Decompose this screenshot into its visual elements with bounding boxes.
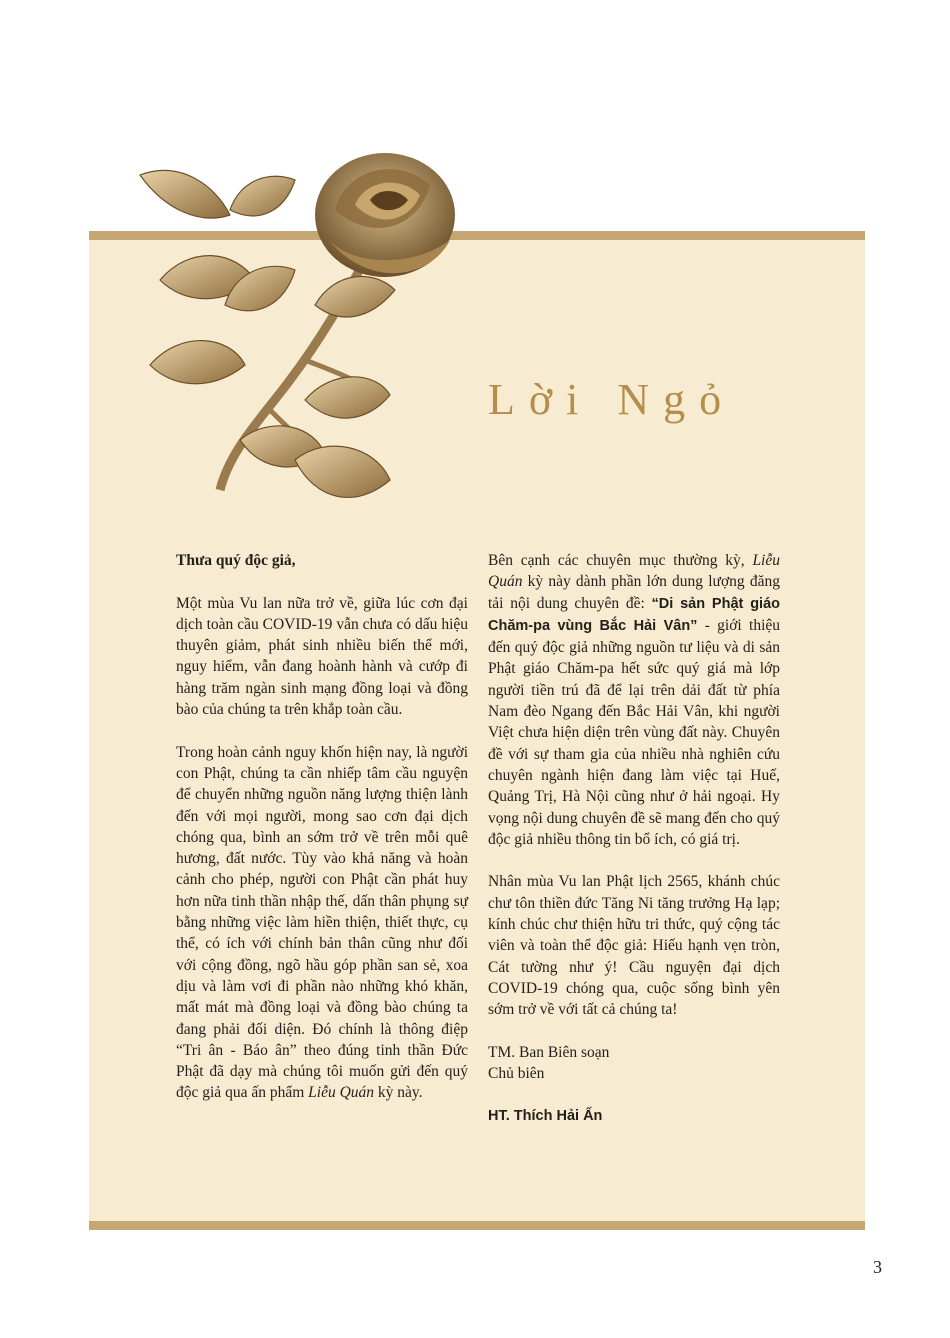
right-column	[488, 550, 780, 1127]
paragraph: Nhân mùa Vu lan Phật lịch 2565, khánh chúc chư tôn thiền đức Tăng Ni tăng trưởng Hạ lạp; kính chúc chư thiện hữu tri thức, quý cộng tác viên và toàn thể độc giả: Hiếu hạnh vẹn tròn, Cát tường như ý! Cầu nguyện đại dịch COVID-19 chóng qua, cuộc sống bình yên sớm trở về với tất cả chúng ta!	[488, 873, 780, 1019]
publication-name: Liễu Quán	[488, 552, 780, 591]
paragraph: Bên cạnh các chuyên mục thường kỳ, Liễu Quán kỳ này dành phần lớn dung lượng đăng tải nội dung chuyên đề: “Di sản Phật giáo Chăm-pa vùng Bắc Hải Vân” - giới thiệu đến quý độc giả những nguồn tư liệu và di sản Phật giáo Chăm-pa hết sức quý giá mà lớp người tiền trú đã để lại trên dải đất từ phía Nam đèo Ngang đến Bắc Hải Vân, khi người Việt chưa hiện diện trên vùng đất này. Chuyên đề với sự tham gia của nhiều nhà nghiên cứu chuyên ngành hiện đang làm việc tại Huế, Quảng Trị, Hà Nội cũng như ở hải ngoại. Hy vọng nội dung chuyên đề sẽ mang đến cho quý độc giả nhiều thông tin bổ ích, có giá trị.	[488, 552, 781, 848]
paragraph: Trong hoàn cảnh nguy khốn hiện nay, là người con Phật, chúng ta cần nhiếp tâm cầu nguyện để chuyển những nguồn năng lượng thiện lành đến với mọi người, mong sao cơn đại dịch chóng qua, bình an sớm trở về trên mỗi quê hương, đất nước. Tùy vào khả năng và hoàn cảnh cho phép, người con Phật cần phát huy hơn nữa tinh thần nhập thế, dấn thân phụng sự bằng những việc làm hiền thiện, thiết thực, cụ thể, có ích với chính bản thân cũng như đối với cộng đồng, ngõ hầu góp phần san sẻ, xoa dịu và làm vơi đi phần nào những khó khăn, mất mát mà đồng loại và đồng bào chúng ta đang phải đối diện. Đó chính là thông điệp “Tri ân - Báo ân” theo đúng tinh thần Đức Phật đã dạy mà chúng tôi muốn gửi đến quý độc giả qua ấn phẩm Liễu Quán kỳ này.	[176, 743, 468, 1102]
publication-name: Liễu Quán	[308, 1084, 375, 1102]
sign-line: TM. Ban Biên soạn	[488, 1043, 610, 1061]
sign-title: Chủ biên	[488, 1065, 545, 1083]
bottom-accent-bar	[89, 1221, 865, 1230]
signature: HT. Thích Hải Ấn	[488, 1107, 603, 1124]
rose-illustration	[120, 130, 480, 560]
page-title: Lời Ngỏ	[488, 375, 736, 424]
greeting: Thưa quý độc giả,	[176, 552, 296, 569]
page-number: 3	[873, 1257, 882, 1277]
left-column	[176, 550, 468, 1125]
paragraph: Một mùa Vu lan nữa trở về, giữa lúc cơn đại dịch toàn cầu COVID-19 vẫn chưa có dấu hiệu thuyên giảm, phát sinh nhiều biến thể mới, nguy hiểm, vẫn đang hoành hành và cướp đi hàng trăm ngàn sinh mạng đồng loại và đồng bào của chúng ta trên khắp toàn cầu.	[176, 594, 468, 719]
feature-title: “Di sản Phật giáo Chăm-pa vùng Bắc Hải Vân”	[488, 595, 780, 634]
